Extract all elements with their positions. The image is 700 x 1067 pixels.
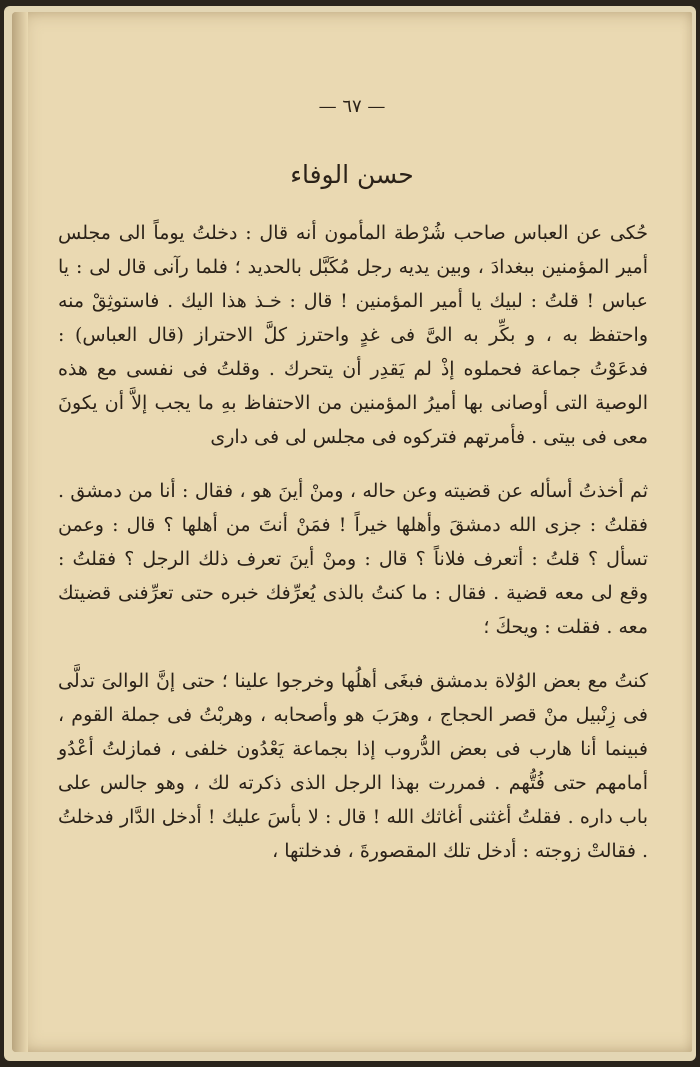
page-title: حسن الوفاء <box>290 160 414 189</box>
body-text <box>58 216 648 888</box>
paragraph-2: ثم أخذتُ أسأله عن قضيته وعن حاله ، ومنْ أينَ هو ، فقال : أنا من دمشق . فقلتُ : جزى الله دمشقَ وأهلها خيراً ! فمَنْ أنتَ من أهلها ؟ قال : وعمن تسأل ؟ قلتُ : أتعرف فلاناً ؟ قال : ومنْ أينَ تعرف ذلك الرجل ؟ فقلتُ : وقع لى معه قضية . فقال : ما كنتُ بالذى يُعرِّفك خبره حتى تعرِّفنى قضيتك معه . فقلت : ويحكَ ؛ <box>58 480 648 638</box>
paragraph-3: كنتُ مع بعض الوُلاة بدمشق فبغَى أهلُها وخرجوا علينا ؛ حتى إنَّ الوالىَ تدلَّى فى زِنْبيل منْ قصر الحجاج ، وهرَبَ هو وأصحابه ، وهربْتُ فى جملة القوم ، فبينما أنا هارب فى بعض الدُّروب إذا بجماعة يَعْدُون خلفى ، فمازلتُ أعْدُو أمامهم حتى فُتُّهم . فمررت بهذا الرجل الذى ذكرته لك ، وهو جالس على باب داره . فقلتُ أغثنى أغاثك الله ! قال : لا بأسَ عليك ! أدخل الدَّار فدخلتُ . فقالتْ زوجته : أدخل تلك المقصورةَ ، فدخلتها ، <box>58 670 648 862</box>
book-page <box>12 12 692 1052</box>
page-number: — ٦٧ — <box>318 96 386 117</box>
paragraph-1: حُكى عن العباس صاحب شُرْطة المأمون أنه قال : دخلتُ يوماً الى مجلس أمير المؤمنين ببغدادَ ، وبين يديه رجل مُكَبَّل بالحديد ؛ فلما رآنى قال لى : يا عباس ! قلتُ : لبيك يا أمير المؤمنين ! قال : خـذ هذا اليك . فاستوثِقْ منه واحتفظ به ، و بكِّر به الىَّ فى غدٍ واحترز كلَّ الاحتراز (قال العباس) : فدعَوْتُ جماعة فحملوه إذْ لم يَقدِر أن يتحرك . وقلتُ فى نفسى مع هذه الوصية التى أوصانى بها أميرُ المؤمنين من الاحتفاظ بهِ ما يجب إلاَّ أن يكونَ معى فى بيتى . فأمرتهم فتركوه فى مجلس لى فى دارى <box>58 222 648 448</box>
